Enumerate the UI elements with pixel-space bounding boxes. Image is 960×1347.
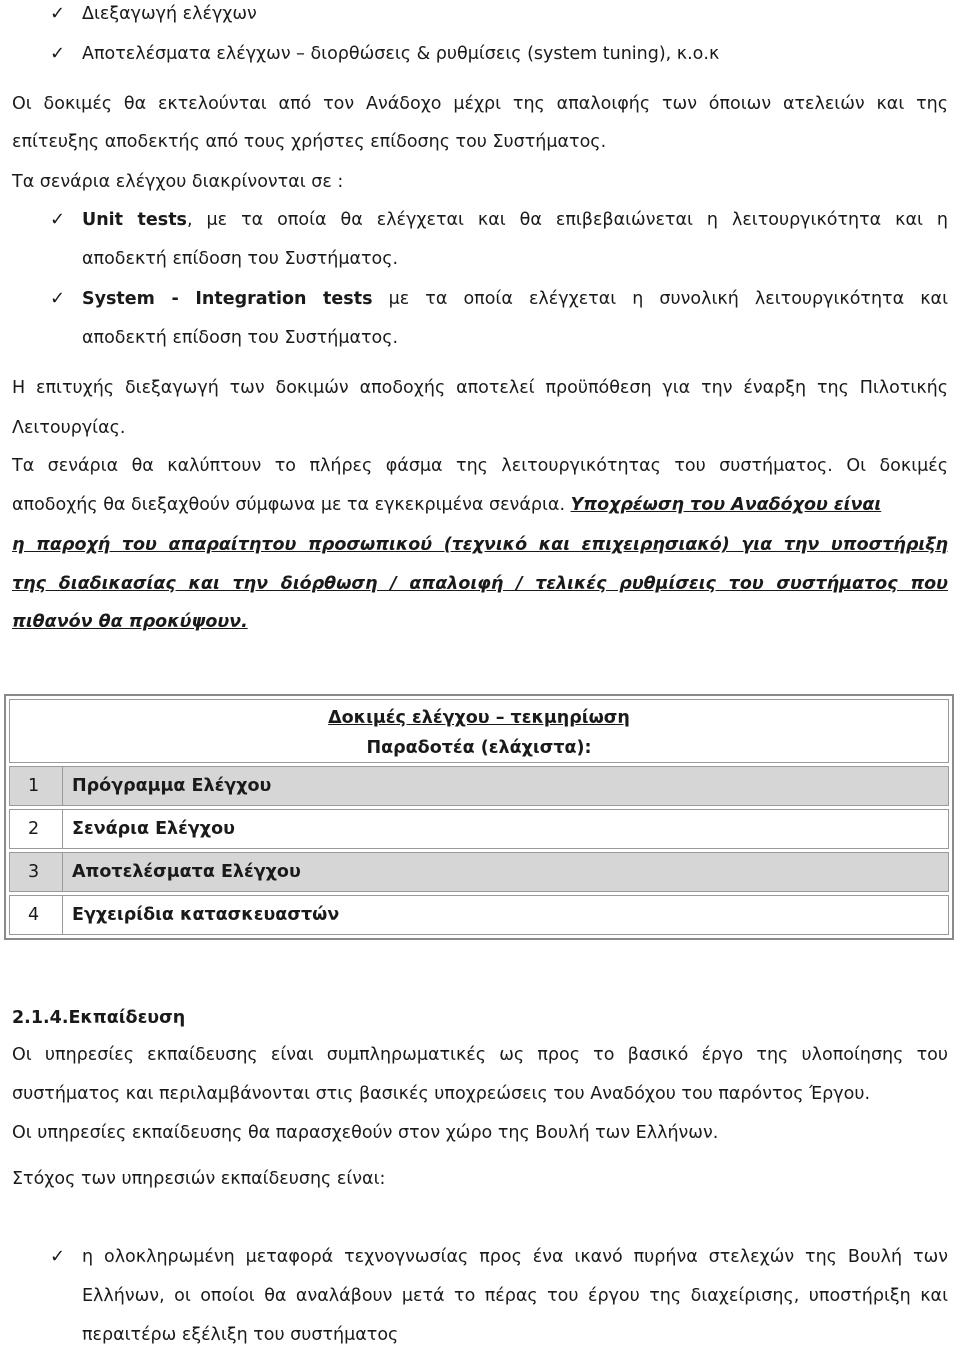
goal-line: περαιτέρω εξέλιξη του συστήματος <box>82 1325 399 1345</box>
paragraph-text: αποδοχής θα διεξαχθούν σύμφωνα με τα εγκεκριμένα σενάρια. <box>12 495 571 515</box>
test-desc: , με τα οποία θα ελέγχεται και θα επιβεβαιώνεται η λειτουργικότητα και η <box>186 210 948 230</box>
test-item-line <box>82 208 948 232</box>
paragraph-line: Οι υπηρεσίες εκπαίδευσης θα παρασχεθούν στον χώρο της Βουλή των Ελλήνων. <box>12 1123 719 1143</box>
test-name: Unit tests <box>82 210 187 230</box>
table-row <box>9 766 949 806</box>
row-label: Αποτελέσματα Ελέγχου <box>72 862 301 882</box>
paragraph-line: Η επιτυχής διεξαγωγή των δοκιμών αποδοχής αποτελεί προϋπόθεση για την έναρξη της Πιλοτικής <box>12 378 948 398</box>
row-label: Πρόγραμμα Ελέγχου <box>72 776 272 796</box>
table-title: Δοκιμές ελέγχου – τεκμηρίωση <box>328 708 630 728</box>
obligation-line: η παροχή του απαραίτητου προσωπικού (τεχνικό και επιχειρησιακό) για την υποστήριξη <box>12 535 948 555</box>
check-icon: ✓ <box>50 43 66 64</box>
paragraph-line <box>12 493 948 517</box>
section-heading: 2.1.4.Εκπαίδευση <box>12 1008 186 1028</box>
check-icon: ✓ <box>50 1246 66 1267</box>
goal-line: Ελλήνων, οι οποίοι θα αναλάβουν μετά το πέρας του έργου της διαχείρισης, υποστήριξη και <box>82 1286 948 1306</box>
test-desc: με τα οποία ελέγχεται η συνολική λειτουργικότητα και <box>372 289 948 309</box>
row-number: 3 <box>28 862 40 882</box>
check-icon: ✓ <box>50 3 66 24</box>
table-row <box>9 852 949 892</box>
paragraph-line: επίτευξης αποδεκτής από τους χρήστες επίδοσης του Συστήματος. <box>12 132 607 152</box>
test-item-line: αποδεκτή επίδοση του Συστήματος. <box>82 249 399 269</box>
paragraph-line: Στόχος των υπηρεσιών εκπαίδευσης είναι: <box>12 1169 386 1189</box>
row-number: 4 <box>28 905 40 925</box>
row-label: Σενάρια Ελέγχου <box>72 819 235 839</box>
deliverables-table <box>4 694 954 940</box>
paragraph-line: Οι υπηρεσίες εκπαίδευσης είναι συμπληρωματικές ως προς το βασικό έργο της υλοποίησης του <box>12 1045 948 1065</box>
table-subtitle: Παραδοτέα (ελάχιστα): <box>366 738 592 758</box>
row-label: Εγχειρίδια κατασκευαστών <box>72 905 340 925</box>
table-header <box>9 699 949 763</box>
check-item: Αποτελέσματα ελέγχων – διορθώσεις & ρυθμίσεις (system tuning), κ.ο.κ <box>82 44 720 64</box>
table-row <box>9 895 949 935</box>
paragraph-line: Τα σενάρια θα καλύπτουν το πλήρες φάσμα της λειτουργικότητας του συστήματος. Οι δοκιμές <box>12 456 948 476</box>
paragraph-line: συστήματος και περιλαμβάνονται στις βασικές υποχρεώσεις του Αναδόχου του παρόντος Έργου. <box>12 1084 871 1104</box>
check-icon: ✓ <box>50 288 66 309</box>
goal-line: η ολοκληρωμένη μεταφορά τεχνογνωσίας προς ένα ικανό πυρήνα στελεχών της Βουλή των <box>82 1247 948 1267</box>
row-number: 1 <box>28 776 40 796</box>
obligation-text: Υποχρέωση του Αναδόχου είναι <box>570 495 882 515</box>
check-icon: ✓ <box>50 209 66 230</box>
paragraph-line: Λειτουργίας. <box>12 418 126 438</box>
row-number: 2 <box>28 819 40 839</box>
test-name: System - Integration tests <box>82 289 373 309</box>
paragraph-line: Οι δοκιμές θα εκτελούνται από τον Ανάδοχο μέχρι της απαλοιφής των όποιων ατελειών και της <box>12 94 948 114</box>
test-item-line <box>82 287 948 311</box>
paragraph-line: Τα σενάρια ελέγχου διακρίνονται σε : <box>12 172 344 192</box>
test-item-line: αποδεκτή επίδοση του Συστήματος. <box>82 328 399 348</box>
obligation-line: πιθανόν θα προκύψουν. <box>12 612 248 632</box>
obligation-line: της διαδικασίας και την διόρθωση / απαλοιφή / τελικές ρυθμίσεις του συστήματος που <box>12 574 948 594</box>
check-item: Διεξαγωγή ελέγχων <box>82 4 257 24</box>
table-row <box>9 809 949 849</box>
